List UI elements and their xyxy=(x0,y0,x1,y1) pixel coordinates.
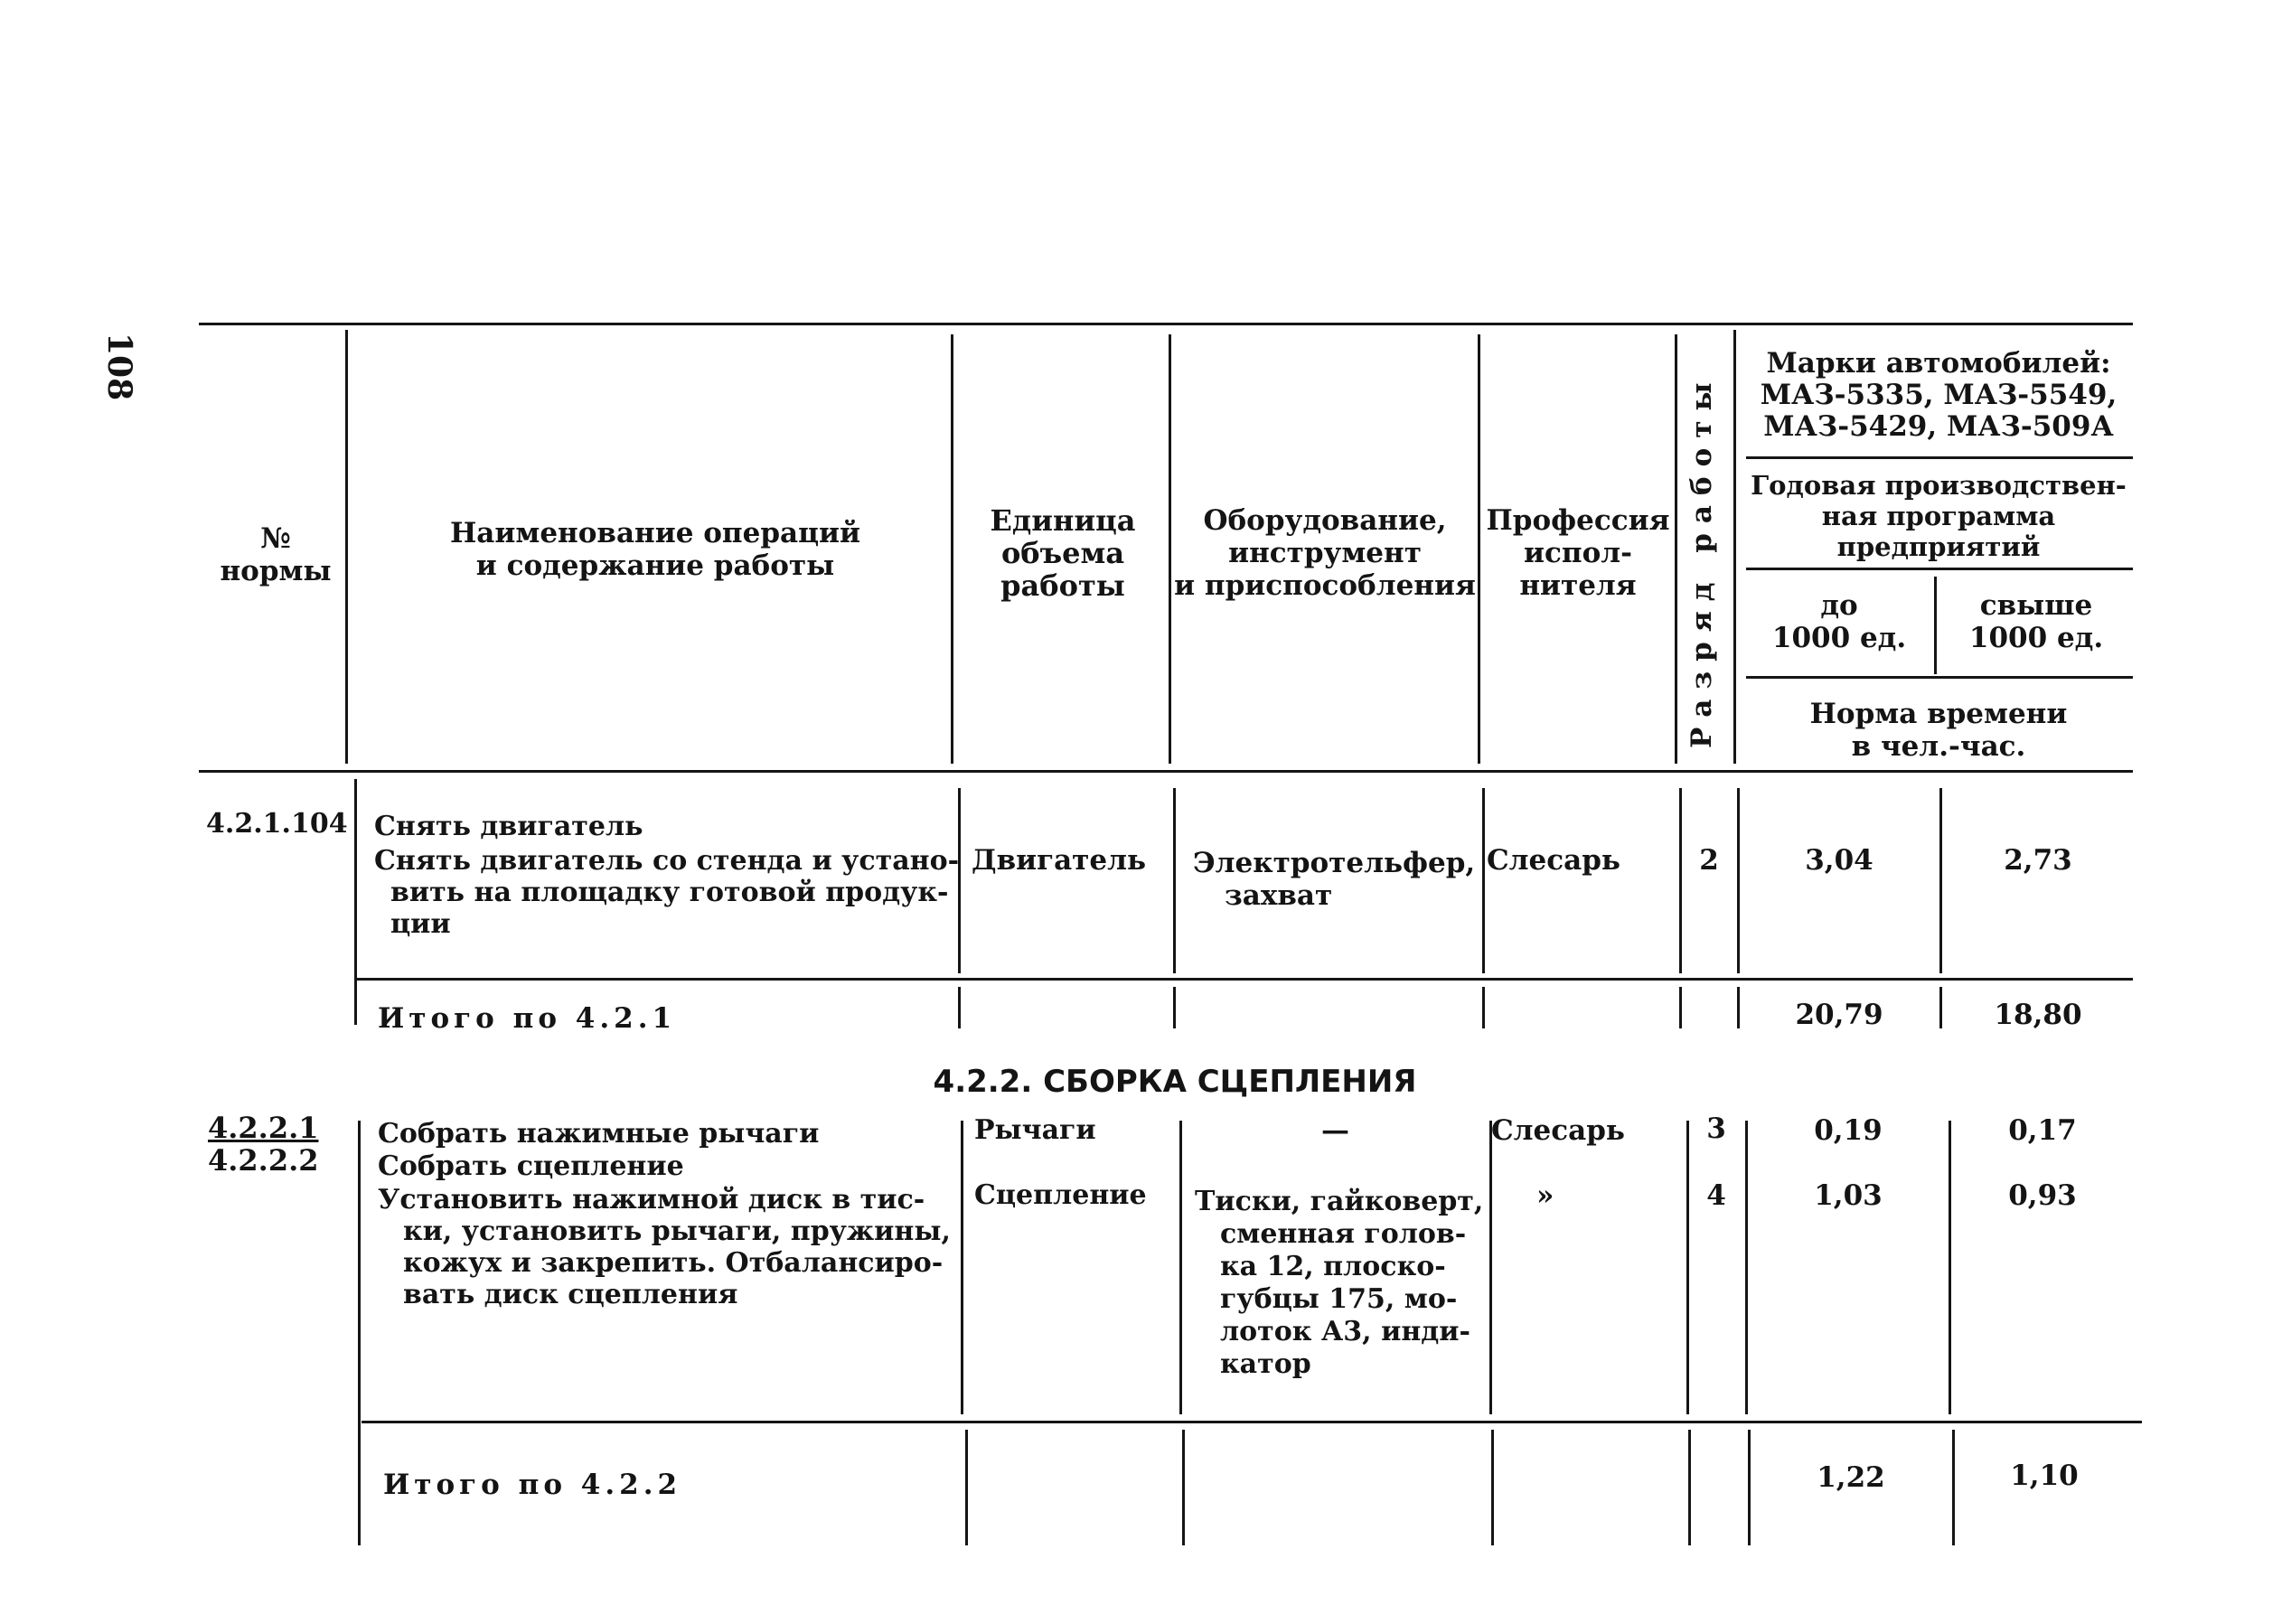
body2-col-line-7 xyxy=(1949,1121,1951,1414)
operation-description: Снять двигатель со стенда и устано- вить на площадку готовой продук- ции xyxy=(374,845,960,940)
header-operation: Наименование операций и содержание работы xyxy=(450,517,860,582)
unit-cell: Сцепление xyxy=(974,1179,1147,1211)
upto-cell: 1,03 xyxy=(1814,1179,1883,1212)
total-label: Итого по 4.2.2 xyxy=(383,1469,682,1501)
body1-col-line-5 xyxy=(1679,788,1682,973)
header-bottom-rule xyxy=(199,770,2133,773)
header-col-line-4 xyxy=(1478,334,1480,764)
total1-tick-4 xyxy=(1679,987,1682,1028)
norm-number: 4.2.2.1 xyxy=(208,1111,319,1145)
header-grade: Разряд работы xyxy=(1686,372,1718,748)
unit-cell: Рычаги xyxy=(974,1114,1096,1146)
over-cell: 0,17 xyxy=(2008,1114,2077,1147)
total1-tick-1 xyxy=(958,987,961,1028)
norm-number: 4.2.1.104 xyxy=(206,808,348,840)
top-rule xyxy=(199,323,2133,325)
operation-title: Снять двигатель xyxy=(374,811,643,842)
program-rule xyxy=(1746,568,2133,570)
header-col-line-2 xyxy=(951,334,953,764)
equipment-cell: Тиски, гайковерт, сменная голов- ка 12, плоско- губцы 175, мо- лоток А3, инди- катор xyxy=(1195,1186,1484,1380)
body2-col-line-6 xyxy=(1745,1121,1748,1414)
body1-col-line-6 xyxy=(1737,788,1740,973)
total-upto: 20,79 xyxy=(1795,999,1883,1031)
header-equipment: Оборудование, инструмент и приспособления xyxy=(1174,504,1476,602)
page-number: 108 xyxy=(100,333,138,401)
header-qty-divider xyxy=(1934,577,1937,674)
operation-title: Собрать нажимные рычаги xyxy=(378,1118,820,1150)
operation-description: Установить нажимной диск в тис- ки, установить рычаги, пружины, кожух и закрепить. Отбалансиро- вать диск сцепления xyxy=(378,1184,951,1310)
header-norm-time: Норма времени в чел.-час. xyxy=(1809,698,2068,763)
header-over: свыше 1000 ед. xyxy=(1968,589,2104,654)
operation-title: Собрать сцепление xyxy=(378,1150,684,1182)
body1-col-line-4 xyxy=(1482,788,1485,973)
grade-cell: 2 xyxy=(1699,844,1719,877)
over-cell: 2,73 xyxy=(2004,844,2072,877)
total2-col-line-3 xyxy=(1491,1430,1494,1545)
total1-tick-3 xyxy=(1482,987,1485,1028)
total1-tick-5 xyxy=(1737,987,1740,1028)
equipment-cell: — xyxy=(1321,1114,1349,1147)
total-over: 18,80 xyxy=(1994,999,2082,1031)
profession-cell: Слесарь xyxy=(1491,1114,1625,1147)
grade-cell: 4 xyxy=(1706,1179,1726,1212)
upto-cell: 3,04 xyxy=(1805,844,1873,877)
row2-bottom-rule xyxy=(362,1421,2142,1423)
body2-col-line-1 xyxy=(358,1121,361,1545)
total2-col-line-6 xyxy=(1952,1430,1955,1545)
total-over: 1,10 xyxy=(2010,1460,2079,1492)
total-upto: 1,22 xyxy=(1817,1461,1885,1494)
body2-col-line-2 xyxy=(961,1121,963,1414)
equipment-cell: Электротельфер, захват xyxy=(1193,847,1476,912)
header-col-line-3 xyxy=(1169,334,1171,764)
upto-cell: 0,19 xyxy=(1814,1114,1883,1147)
total-label: Итого по 4.2.1 xyxy=(378,1002,677,1035)
total2-col-line-1 xyxy=(965,1430,968,1545)
header-program: Годовая производствен- ная программа предприятий xyxy=(1751,470,2127,562)
brands-rule xyxy=(1746,456,2133,459)
total1-tick-6 xyxy=(1939,987,1942,1028)
header-col-line-6 xyxy=(1733,330,1736,764)
header-norm-no: № нормы xyxy=(220,522,332,587)
profession-cell: » xyxy=(1536,1179,1554,1212)
header-col-line-5 xyxy=(1675,334,1677,764)
grade-cell: 3 xyxy=(1706,1112,1726,1145)
body1-col-line-1 xyxy=(354,779,357,1025)
body1-col-line-7 xyxy=(1939,788,1942,973)
row1-bottom-rule xyxy=(357,978,2133,981)
unit-cell: Двигатель xyxy=(972,844,1147,877)
qty-rule xyxy=(1746,676,2133,679)
body2-col-line-3 xyxy=(1179,1121,1182,1414)
profession-cell: Слесарь xyxy=(1487,844,1620,877)
header-col-line-1 xyxy=(345,330,348,764)
over-cell: 0,93 xyxy=(2008,1179,2077,1212)
total1-tick-2 xyxy=(1173,987,1176,1028)
total2-col-line-5 xyxy=(1748,1430,1751,1545)
header-upto: до 1000 ед. xyxy=(1771,589,1907,654)
header-profession: Профессия испол- нителя xyxy=(1486,504,1670,602)
body2-col-line-5 xyxy=(1686,1121,1689,1414)
header-unit: Единица объема работы xyxy=(990,503,1136,603)
header-brands: Марки автомобилей: МАЗ-5335, МАЗ-5549, МАЗ-5429, МАЗ-509А xyxy=(1760,347,2118,443)
total2-col-line-2 xyxy=(1182,1430,1185,1545)
total2-col-line-4 xyxy=(1688,1430,1691,1545)
section-title: 4.2.2. СБОРКА СЦЕПЛЕНИЯ xyxy=(933,1064,1417,1100)
body2-col-line-4 xyxy=(1489,1121,1492,1414)
body1-col-line-3 xyxy=(1173,788,1176,973)
norm-number: 4.2.2.2 xyxy=(208,1143,319,1178)
